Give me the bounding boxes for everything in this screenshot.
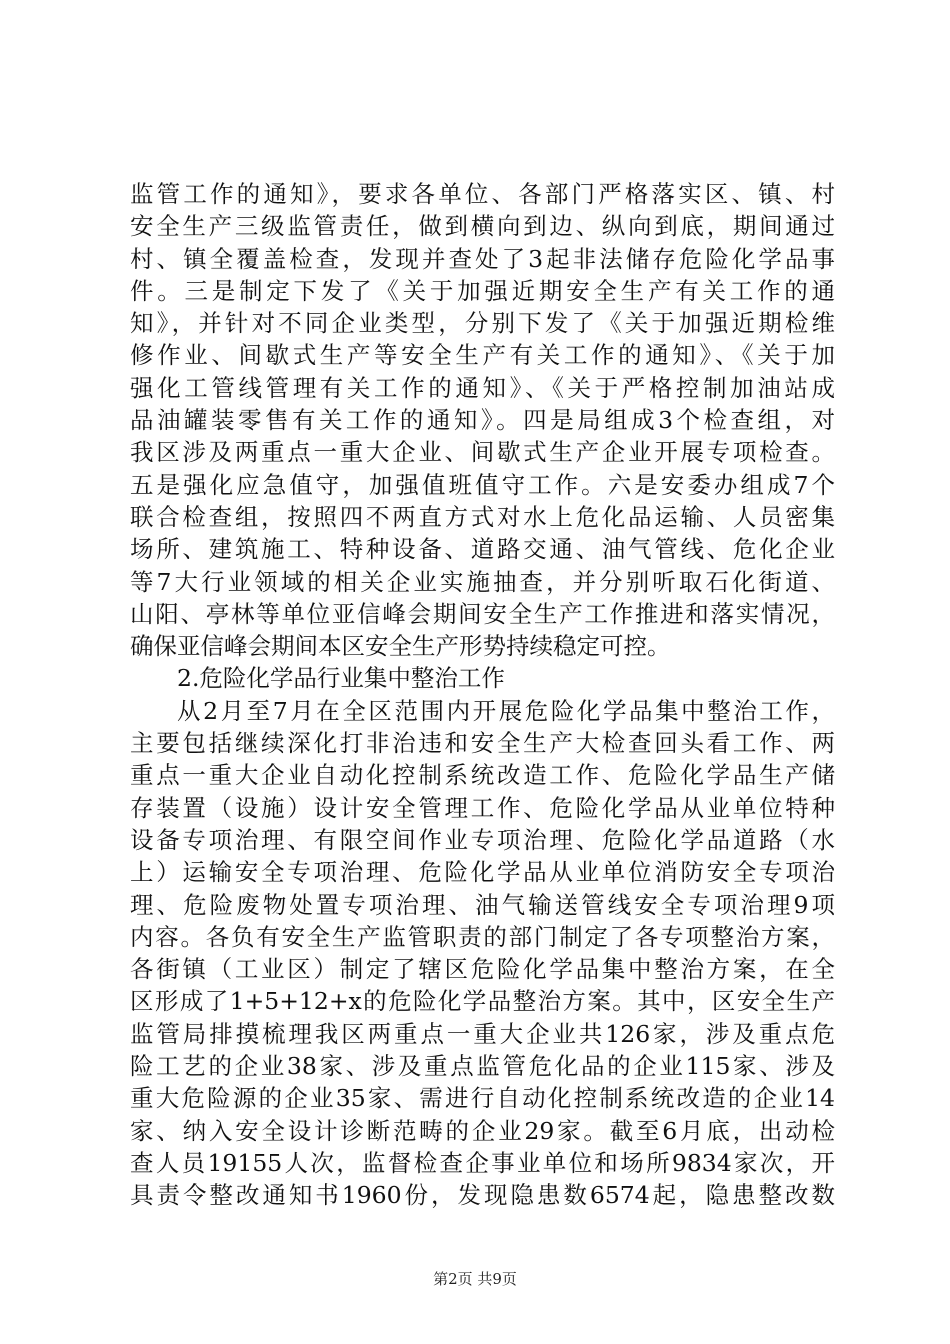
page-number-footer: 第2页 共9页 (433, 1270, 517, 1288)
text-line: 家、纳入安全设计诊断范畴的企业29家。截至6月底，出动检 (130, 1116, 835, 1145)
text-line: 存装置（设施）设计安全管理工作、危险化学品从业单位特种 (130, 793, 835, 822)
text-line: 区形成了1+5+12+x的危险化学品整治方案。其中，区安全生产 (130, 987, 835, 1016)
text-line: 各街镇（工业区）制定了辖区危险化学品集中整治方案，在全 (130, 955, 835, 984)
text-line: 理、危险废物处置专项治理、油气输送管线安全专项治理9项 (130, 890, 835, 919)
text-line: 我区涉及两重点一重大企业、间歇式生产企业开展专项检查。 (130, 438, 835, 467)
text-line: 具责令整改通知书1960份，发现隐患数6574起，隐患整改数 (130, 1181, 835, 1210)
section-heading: 2.危险化学品行业集中整治工作 (177, 664, 505, 693)
text-line: 村、镇全覆盖检查，发现并查处了3起非法储存危险化学品事 (130, 244, 835, 273)
text-line: 修作业、间歇式生产等安全生产有关工作的通知》、《关于加 (130, 341, 835, 370)
body-text (130, 178, 835, 1212)
text-line: 险工艺的企业38家、涉及重点监管危化品的企业115家、涉及 (130, 1052, 835, 1081)
text-line: 查人员19155人次，监督检查企事业单位和场所9834家次，开 (130, 1148, 835, 1177)
text-line: 重大危险源的企业35家、需进行自动化控制系统改造的企业14 (130, 1084, 835, 1113)
text-line: 确保亚信峰会期间本区安全生产形势持续稳定可控。 (130, 632, 671, 661)
text-line: 监管局排摸梳理我区两重点一重大企业共126家，涉及重点危 (130, 1019, 835, 1048)
text-line: 场所、建筑施工、特种设备、道路交通、油气管线、危化企业 (130, 535, 835, 564)
text-line: 安全生产三级监管责任，做到横向到边、纵向到底，期间通过 (130, 212, 835, 241)
text-line: 强化工管线管理有关工作的通知》、《关于严格控制加油站成 (130, 373, 835, 402)
text-line: 重点一重大企业自动化控制系统改造工作、危险化学品生产储 (130, 761, 835, 790)
text-line: 知》，并针对不同企业类型，分别下发了《关于加强近期检维 (130, 309, 835, 338)
text-line: 件。三是制定下发了《关于加强近期安全生产有关工作的通 (130, 276, 835, 305)
text-line: 等7大行业领域的相关企业实施抽查，并分别听取石化街道、 (130, 567, 835, 596)
text-line: 监管工作的通知》，要求各单位、各部门严格落实区、镇、村 (130, 180, 835, 208)
text-line: 联合检查组，按照四不两直方式对水上危化品运输、人员密集 (130, 502, 835, 531)
text-line: 品油罐装零售有关工作的通知》。四是局组成3个检查组，对 (130, 406, 835, 435)
text-line: 从2月至7月在全区范围内开展危险化学品集中整治工作， (177, 696, 835, 725)
text-line: 五是强化应急值守，加强值班值守工作。六是安委办组成7个 (130, 470, 835, 499)
text-line: 主要包括继续深化打非治违和安全生产大检查回头看工作、两 (130, 729, 835, 758)
text-line: 设备专项治理、有限空间作业专项治理、危险化学品道路（水 (130, 825, 835, 854)
text-line: 山阳、亭林等单位亚信峰会期间安全生产工作推进和落实情况， (130, 599, 835, 628)
text-line: 内容。各负有安全生产监管职责的部门制定了各专项整治方案， (130, 922, 835, 951)
text-line: 上）运输安全专项治理、危险化学品从业单位消防安全专项治 (130, 858, 835, 887)
